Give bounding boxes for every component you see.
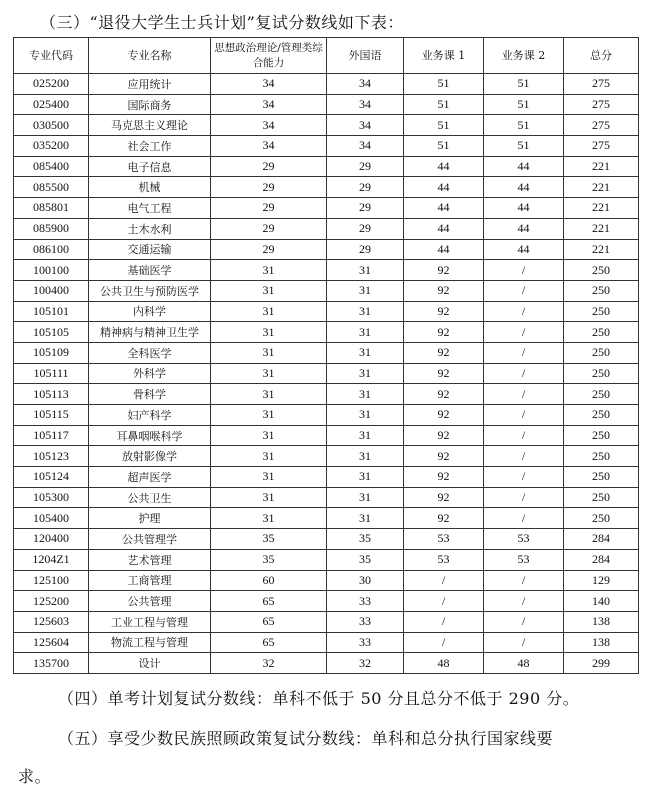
cell-politics: 31: [211, 467, 327, 488]
table-row: [14, 487, 639, 508]
cell-major-code: 085500: [14, 177, 89, 198]
cell-total: 275: [564, 136, 639, 157]
table-row: [14, 74, 639, 95]
cell-subject-1: 92: [404, 405, 484, 426]
cell-subject-2: /: [484, 405, 564, 426]
cell-politics: 31: [211, 363, 327, 384]
cell-total: 250: [564, 425, 639, 446]
cell-politics: 60: [211, 570, 327, 591]
cell-subject-1: 92: [404, 384, 484, 405]
table-row: [14, 94, 639, 115]
cell-total: 129: [564, 570, 639, 591]
cell-subject-1: 92: [404, 280, 484, 301]
cell-major-code: 105300: [14, 487, 89, 508]
header-total: 总分: [564, 38, 639, 74]
table-row: [14, 549, 639, 570]
cell-total: 275: [564, 74, 639, 95]
cell-total: 275: [564, 94, 639, 115]
table-row: [14, 218, 639, 239]
cell-subject-2: /: [484, 611, 564, 632]
cell-foreign-language: 31: [327, 508, 404, 529]
cell-major-name: 全科医学: [89, 342, 211, 363]
cell-politics: 29: [211, 218, 327, 239]
table-row: [14, 653, 639, 674]
cell-foreign-language: 31: [327, 467, 404, 488]
cell-subject-2: 51: [484, 94, 564, 115]
cell-major-name: 护理: [89, 508, 211, 529]
cell-foreign-language: 34: [327, 136, 404, 157]
cell-foreign-language: 34: [327, 115, 404, 136]
cell-major-name: 骨科学: [89, 384, 211, 405]
cell-major-name: 物流工程与管理: [89, 632, 211, 653]
cell-foreign-language: 31: [327, 260, 404, 281]
table-header-row: [14, 38, 639, 74]
table-row: [14, 363, 639, 384]
cell-subject-1: 51: [404, 115, 484, 136]
cell-major-code: 086100: [14, 239, 89, 260]
cell-foreign-language: 32: [327, 653, 404, 674]
cell-subject-1: 53: [404, 529, 484, 550]
cell-foreign-language: 31: [327, 342, 404, 363]
table-row: [14, 136, 639, 157]
table-row: [14, 322, 639, 343]
cell-foreign-language: 34: [327, 74, 404, 95]
cell-major-code: 105115: [14, 405, 89, 426]
cell-major-name: 社会工作: [89, 136, 211, 157]
cell-subject-1: 51: [404, 94, 484, 115]
cell-foreign-language: 34: [327, 94, 404, 115]
cell-major-name: 机械: [89, 177, 211, 198]
cell-total: 250: [564, 508, 639, 529]
note-section-4: （四）单考计划复试分数线：单科不低于 50 分且总分不低于 290 分。: [58, 689, 580, 708]
cell-subject-2: 48: [484, 653, 564, 674]
cell-total: 221: [564, 218, 639, 239]
cell-politics: 31: [211, 487, 327, 508]
cell-total: 140: [564, 591, 639, 612]
cell-politics: 65: [211, 591, 327, 612]
table-row: [14, 446, 639, 467]
cell-major-code: 085400: [14, 156, 89, 177]
cell-subject-1: 44: [404, 198, 484, 219]
cell-politics: 34: [211, 115, 327, 136]
header-foreign-language: 外国语: [327, 38, 404, 74]
cell-major-name: 公共管理学: [89, 529, 211, 550]
cell-major-code: 1204Z1: [14, 549, 89, 570]
cell-subject-2: 44: [484, 177, 564, 198]
cell-total: 221: [564, 177, 639, 198]
cell-major-code: 105111: [14, 363, 89, 384]
table-row: [14, 467, 639, 488]
cell-subject-1: 48: [404, 653, 484, 674]
cell-total: 275: [564, 115, 639, 136]
cell-total: 250: [564, 322, 639, 343]
cell-major-name: 电子信息: [89, 156, 211, 177]
cell-foreign-language: 29: [327, 177, 404, 198]
cell-subject-1: 92: [404, 301, 484, 322]
table-row: [14, 508, 639, 529]
table-row: [14, 342, 639, 363]
header-major-name: 专业名称: [89, 38, 211, 74]
cell-subject-2: /: [484, 384, 564, 405]
cell-total: 138: [564, 611, 639, 632]
cell-subject-2: /: [484, 342, 564, 363]
cell-total: 299: [564, 653, 639, 674]
cell-subject-1: /: [404, 570, 484, 591]
cell-major-code: 125603: [14, 611, 89, 632]
cell-total: 250: [564, 301, 639, 322]
cell-foreign-language: 31: [327, 446, 404, 467]
cell-subject-2: 44: [484, 218, 564, 239]
cell-major-code: 105101: [14, 301, 89, 322]
cell-total: 250: [564, 260, 639, 281]
cell-subject-2: /: [484, 570, 564, 591]
cell-major-code: 135700: [14, 653, 89, 674]
cell-politics: 31: [211, 280, 327, 301]
cell-major-code: 105124: [14, 467, 89, 488]
cell-major-name: 艺术管理: [89, 549, 211, 570]
cell-subject-2: /: [484, 260, 564, 281]
table-row: [14, 301, 639, 322]
cell-major-name: 公共管理: [89, 591, 211, 612]
cell-major-code: 100400: [14, 280, 89, 301]
cell-subject-2: /: [484, 322, 564, 343]
cell-total: 138: [564, 632, 639, 653]
note-section-5-continued: 求。: [18, 767, 52, 786]
header-subject-2: 业务课 2: [484, 38, 564, 74]
cell-foreign-language: 33: [327, 632, 404, 653]
cell-subject-1: 44: [404, 156, 484, 177]
cell-politics: 31: [211, 342, 327, 363]
cell-major-name: 马克思主义理论: [89, 115, 211, 136]
cell-foreign-language: 31: [327, 280, 404, 301]
cell-total: 250: [564, 280, 639, 301]
header-subject-1: 业务课 1: [404, 38, 484, 74]
cell-major-name: 应用统计: [89, 74, 211, 95]
table-row: [14, 529, 639, 550]
cell-major-name: 公共卫生: [89, 487, 211, 508]
cell-major-code: 085801: [14, 198, 89, 219]
cell-subject-2: 51: [484, 115, 564, 136]
cell-major-name: 工商管理: [89, 570, 211, 591]
table-row: [14, 156, 639, 177]
cell-foreign-language: 31: [327, 405, 404, 426]
cell-major-code: 105109: [14, 342, 89, 363]
cell-total: 250: [564, 446, 639, 467]
cell-foreign-language: 29: [327, 218, 404, 239]
cell-foreign-language: 29: [327, 156, 404, 177]
cell-subject-1: 44: [404, 218, 484, 239]
cell-major-code: 125604: [14, 632, 89, 653]
cell-foreign-language: 29: [327, 239, 404, 260]
cell-major-name: 耳鼻咽喉科学: [89, 425, 211, 446]
cell-major-name: 超声医学: [89, 467, 211, 488]
cell-politics: 65: [211, 632, 327, 653]
cell-major-code: 105113: [14, 384, 89, 405]
cell-major-code: 085900: [14, 218, 89, 239]
table-row: [14, 260, 639, 281]
cell-foreign-language: 35: [327, 549, 404, 570]
table-row: [14, 177, 639, 198]
table-row: [14, 198, 639, 219]
cell-major-code: 125200: [14, 591, 89, 612]
cell-politics: 29: [211, 198, 327, 219]
table-row: [14, 239, 639, 260]
cell-subject-1: 92: [404, 446, 484, 467]
cell-foreign-language: 31: [327, 363, 404, 384]
cell-major-name: 工业工程与管理: [89, 611, 211, 632]
cell-subject-1: 92: [404, 467, 484, 488]
cell-subject-1: 92: [404, 260, 484, 281]
cell-foreign-language: 31: [327, 487, 404, 508]
cell-major-code: 105400: [14, 508, 89, 529]
cell-politics: 31: [211, 446, 327, 467]
cell-total: 250: [564, 405, 639, 426]
cell-major-code: 105123: [14, 446, 89, 467]
cell-subject-2: /: [484, 508, 564, 529]
cell-total: 250: [564, 487, 639, 508]
cell-politics: 29: [211, 156, 327, 177]
cell-total: 221: [564, 198, 639, 219]
cell-subject-2: /: [484, 467, 564, 488]
cell-politics: 34: [211, 74, 327, 95]
cell-subject-1: 92: [404, 322, 484, 343]
cell-major-name: 土木水利: [89, 218, 211, 239]
cell-total: 250: [564, 467, 639, 488]
cell-major-name: 内科学: [89, 301, 211, 322]
cell-politics: 31: [211, 405, 327, 426]
cell-subject-2: 44: [484, 239, 564, 260]
cell-major-name: 交通运输: [89, 239, 211, 260]
section-heading: （三）“退役大学生士兵计划”复试分数线如下表：: [40, 13, 404, 32]
cell-subject-1: 44: [404, 239, 484, 260]
cell-foreign-language: 33: [327, 611, 404, 632]
table-row: [14, 591, 639, 612]
cell-total: 284: [564, 529, 639, 550]
cell-major-code: 120400: [14, 529, 89, 550]
cell-major-code: 025400: [14, 94, 89, 115]
cell-major-name: 国际商务: [89, 94, 211, 115]
cell-subject-2: /: [484, 280, 564, 301]
cell-subject-2: /: [484, 591, 564, 612]
table-row: [14, 115, 639, 136]
cell-politics: 31: [211, 260, 327, 281]
cell-major-code: 100100: [14, 260, 89, 281]
cell-foreign-language: 31: [327, 384, 404, 405]
cell-foreign-language: 35: [327, 529, 404, 550]
cell-subject-1: 92: [404, 508, 484, 529]
cell-major-name: 设计: [89, 653, 211, 674]
cell-total: 284: [564, 549, 639, 570]
header-major-code: 专业代码: [14, 38, 89, 74]
cell-foreign-language: 31: [327, 301, 404, 322]
cell-politics: 35: [211, 549, 327, 570]
table-row: [14, 405, 639, 426]
cell-major-name: 基础医学: [89, 260, 211, 281]
cell-foreign-language: 33: [327, 591, 404, 612]
cell-major-name: 公共卫生与预防医学: [89, 280, 211, 301]
cell-foreign-language: 29: [327, 198, 404, 219]
cell-major-code: 030500: [14, 115, 89, 136]
cell-politics: 29: [211, 239, 327, 260]
cell-subject-2: /: [484, 425, 564, 446]
cell-politics: 34: [211, 94, 327, 115]
cell-subject-2: 53: [484, 549, 564, 570]
cell-subject-2: /: [484, 446, 564, 467]
header-politics: 思想政治理论/管理类综合能力: [211, 38, 327, 74]
cutoff-score-table: [13, 37, 639, 674]
cell-politics: 29: [211, 177, 327, 198]
cell-foreign-language: 31: [327, 425, 404, 446]
cell-subject-1: 53: [404, 549, 484, 570]
cell-major-name: 外科学: [89, 363, 211, 384]
cell-politics: 31: [211, 425, 327, 446]
note-section-5: （五）享受少数民族照顾政策复试分数线：单科和总分执行国家线要: [58, 729, 554, 748]
cell-major-code: 025200: [14, 74, 89, 95]
cell-subject-1: 92: [404, 425, 484, 446]
cell-subject-2: 51: [484, 74, 564, 95]
cell-politics: 31: [211, 301, 327, 322]
cell-subject-2: /: [484, 301, 564, 322]
cell-major-code: 035200: [14, 136, 89, 157]
cell-major-code: 105105: [14, 322, 89, 343]
cell-subject-1: /: [404, 591, 484, 612]
table-row: [14, 280, 639, 301]
cell-total: 221: [564, 156, 639, 177]
cell-politics: 31: [211, 508, 327, 529]
cell-subject-1: 92: [404, 487, 484, 508]
table-row: [14, 384, 639, 405]
cell-subject-1: 51: [404, 74, 484, 95]
cell-subject-2: 44: [484, 156, 564, 177]
cell-politics: 31: [211, 322, 327, 343]
cell-foreign-language: 31: [327, 322, 404, 343]
table-row: [14, 611, 639, 632]
cell-major-code: 105117: [14, 425, 89, 446]
cell-subject-1: 51: [404, 136, 484, 157]
cell-subject-2: 53: [484, 529, 564, 550]
cell-subject-1: 92: [404, 342, 484, 363]
cell-politics: 32: [211, 653, 327, 674]
cell-politics: 31: [211, 384, 327, 405]
cell-politics: 65: [211, 611, 327, 632]
cell-foreign-language: 30: [327, 570, 404, 591]
cell-subject-1: /: [404, 611, 484, 632]
cell-subject-1: /: [404, 632, 484, 653]
cell-major-name: 妇产科学: [89, 405, 211, 426]
cell-subject-2: 51: [484, 136, 564, 157]
cell-total: 221: [564, 239, 639, 260]
cell-subject-2: /: [484, 487, 564, 508]
cell-subject-1: 44: [404, 177, 484, 198]
cell-subject-2: /: [484, 632, 564, 653]
cell-total: 250: [564, 363, 639, 384]
cell-politics: 35: [211, 529, 327, 550]
cell-major-name: 放射影像学: [89, 446, 211, 467]
cell-total: 250: [564, 342, 639, 363]
table-row: [14, 632, 639, 653]
cell-total: 250: [564, 384, 639, 405]
cell-major-name: 精神病与精神卫生学: [89, 322, 211, 343]
cell-subject-1: 92: [404, 363, 484, 384]
cell-politics: 34: [211, 136, 327, 157]
cell-major-name: 电气工程: [89, 198, 211, 219]
cell-subject-2: /: [484, 363, 564, 384]
cell-major-code: 125100: [14, 570, 89, 591]
table-row: [14, 570, 639, 591]
table-row: [14, 425, 639, 446]
cell-subject-2: 44: [484, 198, 564, 219]
